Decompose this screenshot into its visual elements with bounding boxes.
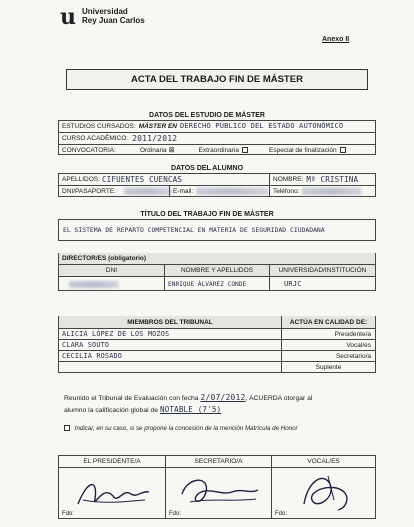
studies-row [59,120,375,132]
tribunal-role: Presidente/a [281,329,375,339]
university-name-line2: Rey Juan Carlos [82,16,145,25]
tribunal-col-members: MIEMBROS DEL TRIBUNAL [127,318,213,326]
student-section-heading: DATOS DEL ALUMNO [170,165,244,172]
document-title: ACTA DEL TRABAJO FIN DE MÁSTER [66,69,368,90]
director-name-cell [164,277,269,291]
tribunal-member: CLARA SOUTO [62,341,110,349]
director-name-value: ENRIQUE ÁLVAREZ CONDE [168,280,247,288]
email-cell [169,186,269,197]
director-box [58,253,376,291]
tribunal-col-role: ACTÚA EN CALIDAD DE: [281,316,375,328]
name-label: NOMBRE: [273,175,304,183]
director-dni-redacted [69,281,119,288]
call-special-checkbox[interactable] [340,147,346,153]
director-univ-cell [269,277,375,291]
university-logo: u [60,4,76,30]
director-col-dni: DNI [105,267,118,274]
secretary-signature-icon [176,472,262,514]
call-extraordinary-checkbox[interactable] [242,147,248,153]
director-univ-value: URJC [284,280,302,288]
thesis-box [58,219,376,241]
tribunal-row [59,350,375,361]
call-ordinary-checkbox[interactable]: ⊠ [168,147,175,154]
phone-label: Teléfono: [273,188,300,195]
year-value: 2011/2012 [132,134,178,143]
sig-president-label: EL PRESIDENTE/A [83,457,141,465]
verdict-text3: alumno la calificación global de [64,407,159,414]
director-heading-row [59,253,375,264]
call-ordinary-label: Ordinaria [139,146,167,154]
surnames-row [59,173,375,185]
tribunal-table [58,316,376,373]
director-data-row [59,276,375,291]
call-extraordinary-label: Extraordinaria [198,146,240,154]
phone-redacted [302,188,362,195]
sig-secretary-label: SECRETARIO/A [165,455,271,467]
tribunal-role: Vocal/es [281,340,375,350]
president-signature-icon [73,474,153,514]
thesis-value: EL SISTEMA DE REPARTO COMPETENCIAL EN MATERIA DE SEGURIDAD CIUDADANA [63,226,325,234]
sig-secretary-fdo: Fdo: [169,511,182,517]
university-name-line1: Universidad [82,7,128,16]
honor-note: Indicar, en su caso, si se propone la concesión de la mención Matrícula de Honor [74,425,298,432]
director-columns-row [59,264,375,276]
studies-label: ESTUDIOS CURSADOS: [62,122,136,130]
email-label: E-mail: [173,188,194,195]
sig-president-fdo: Fdo: [62,511,75,517]
tribunal-member: ALICIA LÓPEZ DE LOS MOZOS [62,330,170,338]
dni-label: DNI/PASAPORTE: [62,188,116,195]
sig-secretary-cell [165,468,271,518]
tribunal-header-row [59,316,375,328]
studies-value: DERECHO PÚBLICO DEL ESTADO AUTONÓMICO [179,122,344,130]
verdict-text2: , ACUERDA otorgar al [245,395,313,402]
verdict-date: 2/07/2012 [200,393,246,402]
director-col-univ: UNIVERSIDAD/INSTITUCIÓN [269,265,375,276]
sig-vocal-fdo: Fdo: [275,511,288,517]
year-row [59,132,375,144]
tribunal-member: CECILIA ROSADO [62,352,123,360]
name-value: Mª CRISTINA [306,174,359,184]
call-special-label: Especial de finalización [269,146,337,154]
student-data-box [58,173,376,197]
surnames-label: APELLIDOS: [62,175,100,183]
verdict-paragraph [64,392,384,416]
call-label: CONVOCATORIA: [62,146,116,154]
tribunal-role: Secretario/a [281,351,375,361]
signatures-body-row [59,467,375,518]
study-section-heading: DATOS DEL ESTUDIO DE MÁSTER [149,112,265,119]
annex-label: Anexo II [322,36,350,43]
studies-prefix: MÁSTER EN [138,122,177,130]
email-redacted [196,188,269,195]
surnames-value: CIFUENTES CUENCAS [101,174,183,184]
thesis-section-heading: TÍTULO DEL TRABAJO FIN DE MÁSTER [140,211,274,218]
sig-vocal-cell [271,468,375,518]
tribunal-row [59,339,375,350]
director-col-name: NOMBRE Y APELLIDOS [164,265,269,276]
signatures-header-row [59,455,375,467]
year-label: CURSO ACADÉMICO: [62,135,129,142]
sig-vocal-label: VOCAL/ES [271,455,375,467]
name-cell [269,173,375,185]
tribunal-row [59,361,375,373]
contact-row [59,185,375,197]
tribunal-role: Suplente [281,362,375,373]
verdict-text1: Reunido el Tribunal de Evaluación con fecha [64,395,199,402]
honor-checkbox[interactable] [64,425,70,431]
sig-president-cell [59,468,165,518]
director-heading: DIRECTOR/ES (obligatorio) [62,255,147,262]
honor-row [64,425,298,432]
phone-cell [269,186,375,197]
verdict-grade: NOTABLE (7'5) [159,405,222,414]
call-row [59,144,375,155]
signatures-table [58,455,376,519]
vocal-signature-icon [294,470,358,516]
study-data-box [58,120,376,155]
tribunal-row [59,328,375,339]
dni-redacted [124,188,172,195]
